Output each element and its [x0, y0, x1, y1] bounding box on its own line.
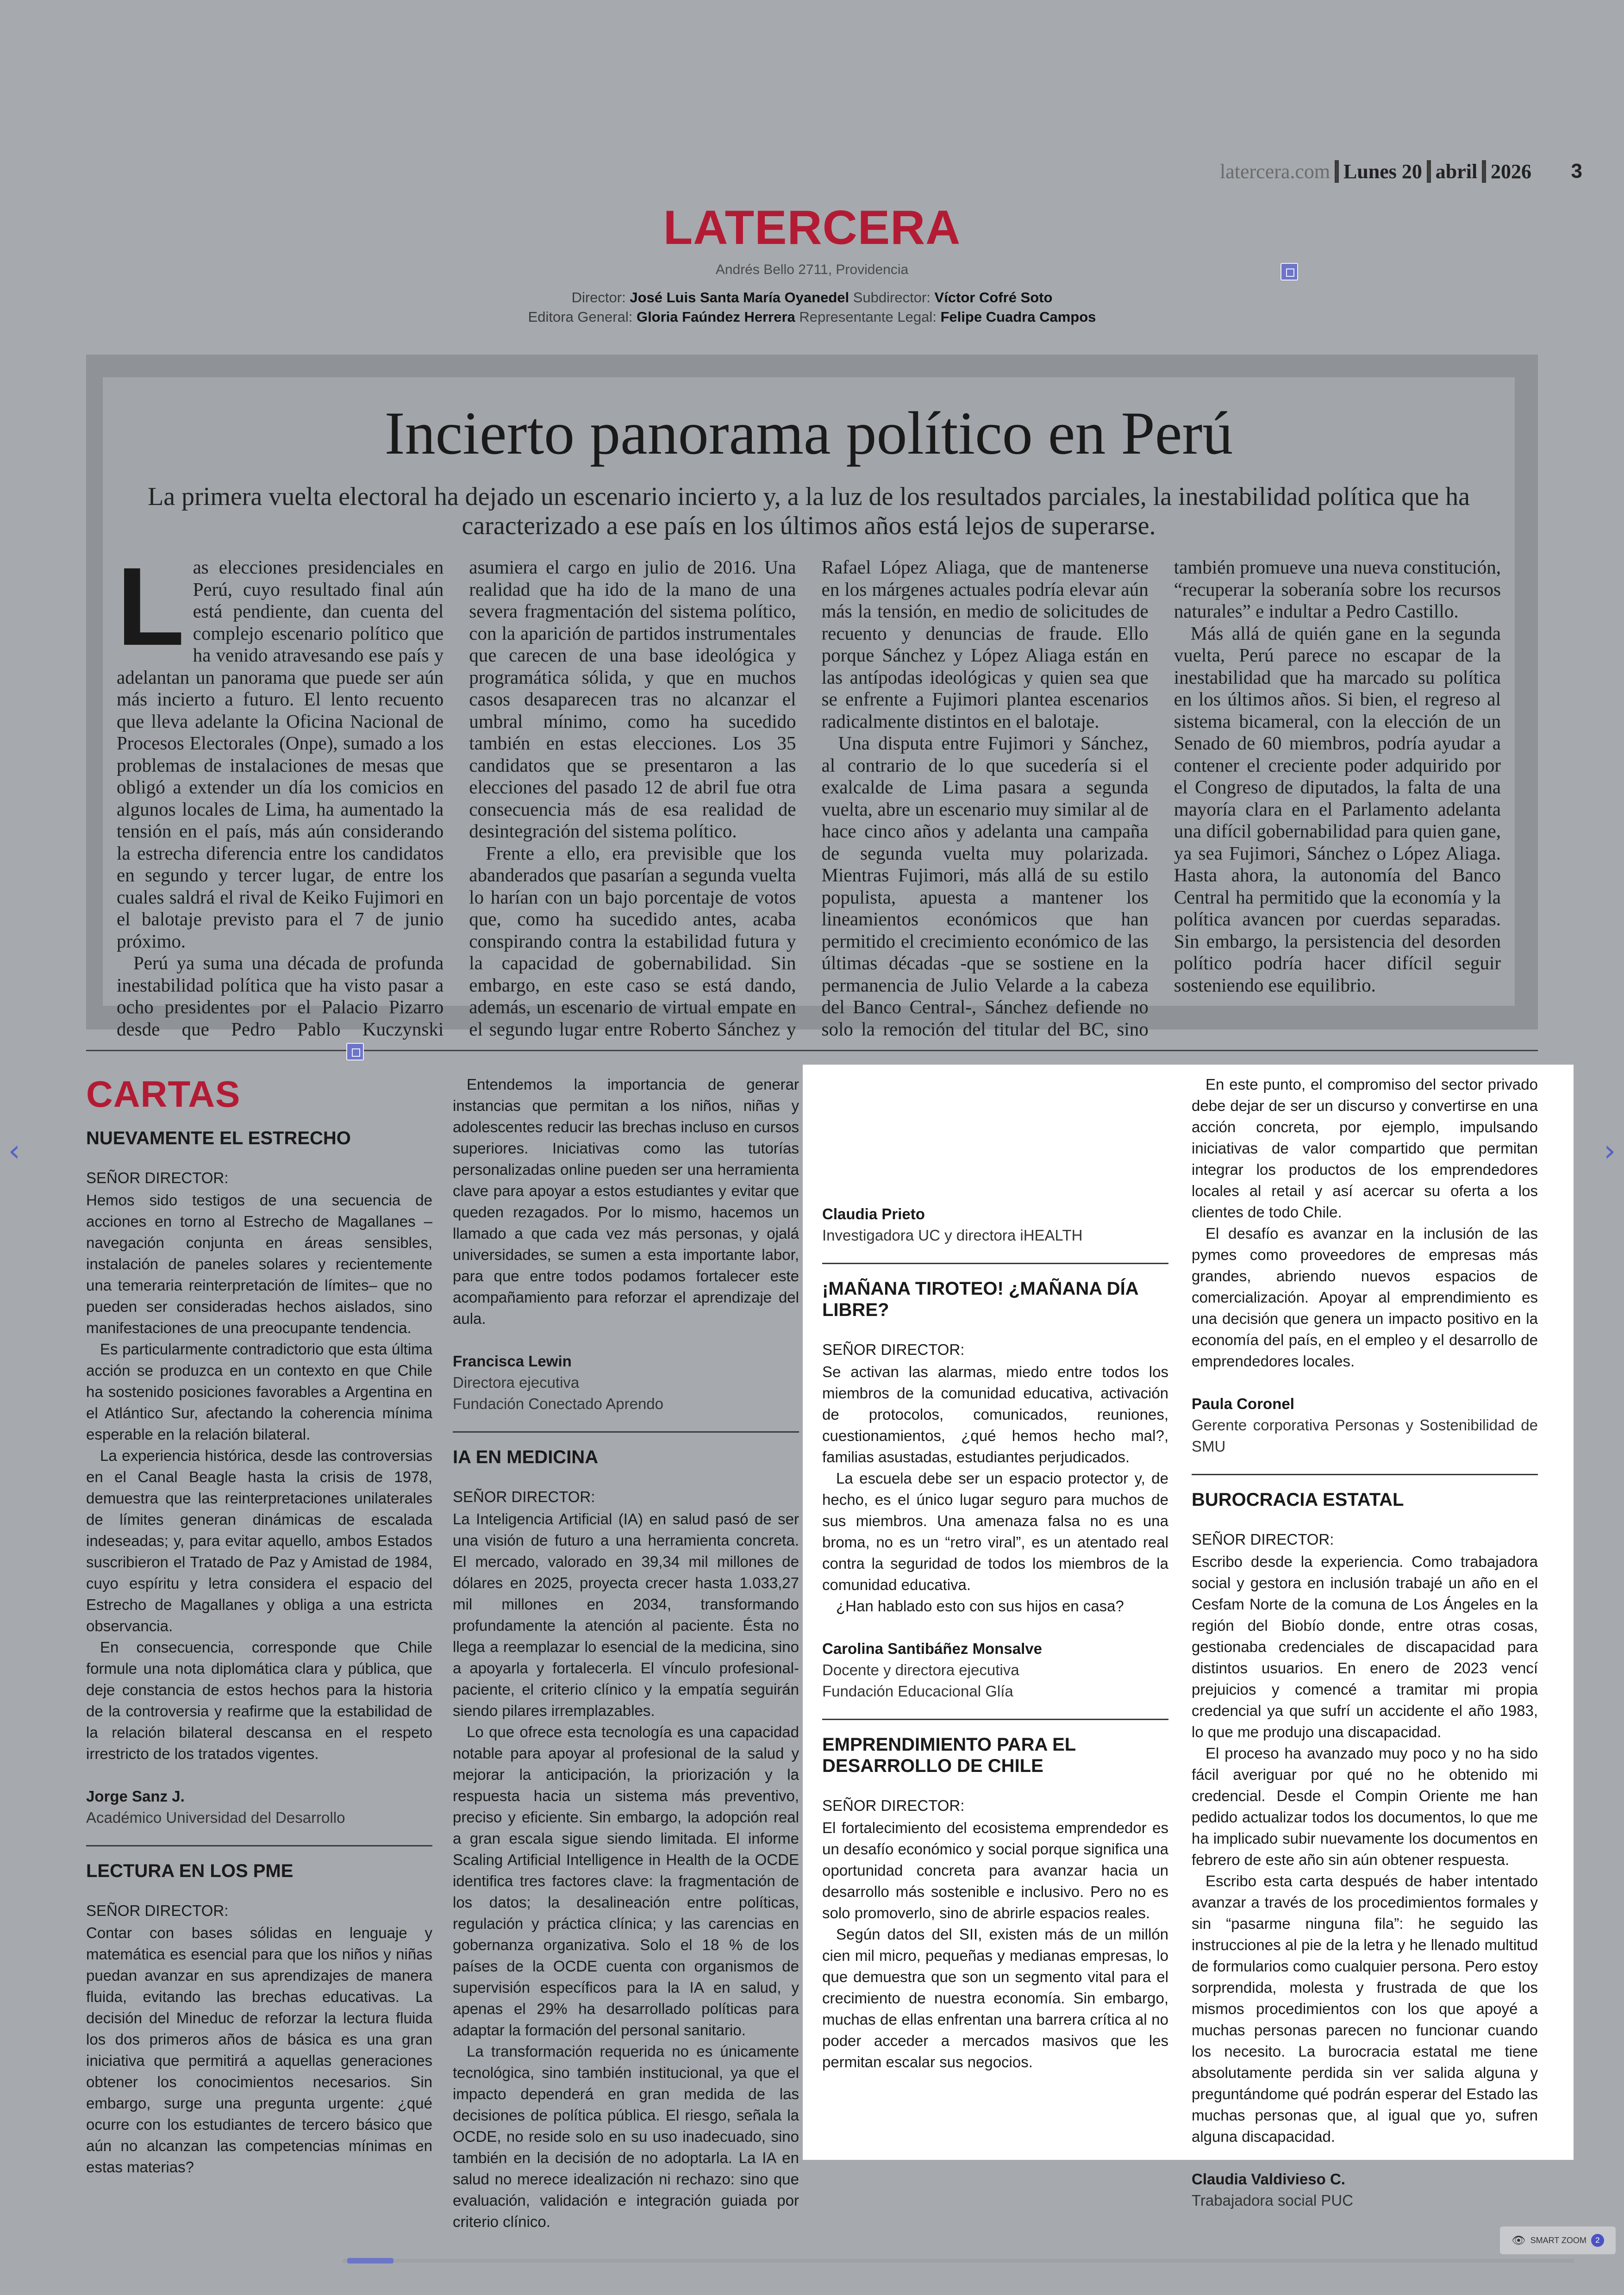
letter-paragraph: Lo que ofrece esta tecnología es una capacidad notable para apoyar al profesional de la salud y mejorar la anticipación, la priorización y la respuesta hacia un sistema más preventivo, preciso y eficiente. Sin embargo, la adopción real a gran escala sigue siendo limitada. El informe Scaling Artificial Intelligence in Health de la OCDE identifica tres factores clave: la fragmentación de los datos; la desalineación entre políticas, regulación y práctica clínica; y las carencias en gobernanza organizativa. Solo el 18 % de los países de la OCDE cuenta con organismos de supervisión específicos para la IA en salud, y apenas el 29% ha desarrollado políticas para adaptar la formación del personal sanitario. — [453, 1723, 799, 2039]
smart-zoom-count: 2 — [1591, 2234, 1604, 2247]
legal-label: Representante Legal: — [799, 309, 937, 325]
letter-paragraph: Entendemos la importancia de generar instancias que permitan a los niños, niñas y adolescentes reducir las brechas incluso en cursos superiores. Iniciativas como las tutorías personalizadas online pueden ser una herramienta clave para apoyar a estos estudiantes y evitar que queden rezagados. Por lo mismo, hacemos un llamado a que cada vez más personas, y ojalá universidades, se sumen a esta importante labor, para que entre todos podamos fortalecer este acompañamiento para reforzar el aprendizaje del aula. — [453, 1076, 799, 1327]
editorial-body — [117, 544, 1501, 1040]
letter-divider — [822, 1719, 1168, 1720]
smart-zoom-label: SMART ZOOM — [1530, 2235, 1587, 2245]
editorial-subtitle: La primera vuelta electoral ha dejado un escenario incierto y, a la luz de los resultados parciales, la inestabilidad política que ha caracterizado a ese país en los últimos años está lejos de superarse. — [148, 482, 1470, 540]
editorial-title: Incierto panorama político en Perú — [384, 399, 1233, 467]
letter-paragraph: En este punto, el compromiso del sector privado debe dejar de ser un discurso y convertirse en una acción concreta, por ejemplo, impulsando iniciativas de valor compartido que permitan integrar los productos de los emprendedores locales al retail y así acercar su oferta a los clientes de todo Chile. — [1192, 1076, 1538, 1221]
letter-paragraph: En consecuencia, corresponde que Chile formule una nota diplomática clara y pública, que deje constancia de estos hechos para la historia de la controversia y reafirme que la estabilidad de la relación bilateral descansa en el respeto irrestricto de los tratados vigentes. — [86, 1639, 432, 1762]
letter-divider — [822, 1263, 1168, 1264]
letter-paragraph: El desafío es avanzar en la inclusión de las pymes como proveedores de empresas más grandes, abriendo nuevos espacios de comercialización. Apoyar al emprendimiento es una decisión que genera un impacto positivo en la economía del país, en el empleo y el desarrollo de emprendedores locales. — [1192, 1225, 1538, 1370]
page-number: 3 — [1571, 160, 1582, 182]
editorial-paragraph: Una disputa entre Fujimori y Sánchez, al contrario de lo que sucedería si el exalcalde de Lima pasara a segunda vuelta, abre un escenario muy similar al de hace cinco años y adelanta una campaña de segunda vuelta muy polarizada. Mientras Fujimori, más allá de su estilo populista, apuesta a mantener los lineamientos económicos que han permitido el crecimiento económico de las últimas décadas -que se sostiene en la permanencia de Julio Velarde a la cabeza del Banco Central-, Sánchez defiende no solo la remoción del titular del BC, sino también promueve una nueva constitución, “recuperar la soberanía sobre los recursos naturales” e indultar a Pedro Castillo. — [821, 556, 1501, 1040]
letter-paragraph: La transformación requerida no es únicamente tecnológica, sino también institucional, ya que el impacto dependerá en gran medida de las decisiones de política pública. El riesgo, señala la OCDE, no reside solo en su uso inadecuado, sino también en la decisión de no adoptarla. La IA en salud no merece idealización ni rechazo: sino que evaluación, validación e integración guiada por criterio clínico. — [453, 2043, 799, 2230]
signature-affiliation: Gerente corporativa Personas y Sostenibilidad de SMU — [1192, 1416, 1538, 1455]
horizontal-scrollbar[interactable] — [343, 2259, 1574, 2263]
letter-title: EMPRENDIMIENTO PARA EL DESARROLLO DE CHILE — [822, 1734, 1076, 1776]
newspaper-logo: LATERCERA — [663, 201, 961, 255]
scrollbar-thumb[interactable] — [347, 2258, 394, 2264]
drop-cap: L — [117, 544, 185, 669]
dateline: latercera.com | Lunes 20 | abril | 2026 — [1220, 160, 1531, 183]
letter-paragraph: Hemos sido testigos de una secuencia de acciones en torno al Estrecho de Magallanes –navegación conjunta en áreas sensibles, instalación de paneles solares y recientemente una temeraria reinterpretación de límites– que no pueden ser consideradas hechos aislados, sino manifestaciones de una preocupante tendencia. — [86, 1191, 432, 1336]
signature-name: Claudia Prieto — [822, 1205, 925, 1222]
letter-paragraph: ¿Han hablado esto con sus hijos en casa? — [836, 1597, 1124, 1615]
letters-column — [453, 1065, 799, 2233]
eye-icon: 👁 — [1512, 2234, 1526, 2247]
letters-section — [86, 1065, 1538, 2230]
signature-affiliation: Investigadora UC y directora iHEALTH — [822, 1227, 1083, 1244]
zoom-region-marker[interactable] — [1280, 263, 1298, 281]
letter-paragraph: Es particularmente contradictorio que esta última acción se produzca en un contexto en que Chile ha sostenido posiciones favorables a Argentina en el Atlántico Sur, afectando la coherencia mínima esperable en la relación bilateral. — [86, 1341, 432, 1443]
signature-affiliation: Trabajadora social PUC — [1192, 2192, 1354, 2209]
letter-title: LECTURA EN LOS PME — [86, 1861, 294, 1881]
salutation: SEÑOR DIRECTOR: — [822, 1341, 965, 1358]
letter-divider — [453, 1431, 799, 1433]
letter-title: ¡MAÑANA TIROTEO! ¿MAÑANA DÍA LIBRE? — [822, 1278, 1138, 1320]
letter-paragraph: Se activan las alarmas, miedo entre todos los miembros de la comunidad educativa, activación de protocolos, comunicados, reuniones, cuestionamientos, ¿qué hemos hecho mal?, familias asustadas, estudiantes perjudicados. — [822, 1363, 1168, 1466]
letter-paragraph: Según datos del SII, existen más de un millón cien mil micro, pequeñas y medianas empresas, lo que demuestra que son un segmento vital para el crecimiento de nuestra economía. Sin embargo, muchas de ellas enfrentan una barrera crítica al no poder acceder a mercados masivos que les permitan escalar sus negocios. — [822, 1926, 1168, 2070]
section-title: CARTAS — [86, 1073, 241, 1115]
letter-paragraph: La escuela debe ser un espacio protector y, de hecho, es el único lugar seguro para muchos de sus miembros. Una amenaza falsa no es una broma, no es un “retro viral”, es un atentado real contra la seguridad de todos los miembros de la comunidad educativa. — [822, 1470, 1168, 1593]
letter-paragraph: El fortalecimiento del ecosistema emprendedor es un desafío económico y social porque significa una oportunidad concreta para avanzar hacia un desarrollo más sostenible e inclusivo. Pero no es solo promoverlo, sino de abrirle espacios reales. — [822, 1819, 1168, 1921]
letter-title: BUROCRACIA ESTATAL — [1192, 1490, 1404, 1510]
letter-paragraph: El proceso ha avanzado muy poco y no ha sido fácil averiguar por qué no he obtenido mi credencial. Desde el Compin Oriente me han pedido actualizar todos los documentos, lo que me ha implicado subir nuevamente los documentos en febrero de este año sin aún obtener respuesta. — [1192, 1745, 1538, 1868]
director-name: José Luis Santa María Oyanedel — [630, 289, 849, 306]
editorial-paragraph: Frente a ello, era previsible que los abanderados que pasarían a segunda vuelta lo harían con un bajo porcentaje de votos que, como ha sucedido antes, acaba conspirando contra la estabilidad futura y la capacidad de gobernabilidad. Sin embargo, en este caso se está dando, además, un escenario de virtual empate en el segundo lugar entre Roberto Sánchez y Rafael López Aliaga, que de mantenerse en los márgenes actuales podría elevar aún más la tensión, en medio de solicitudes de recuento y denuncias de fraude. Ello porque Sánchez y López Aliaga están en las antípodas ideológicas y quien sea que se enfrente a Fujimori plantea escenarios radicalmente distintos en el balotaje. — [469, 556, 1149, 1040]
director-label: Director: — [571, 289, 626, 306]
letter-divider — [86, 1845, 432, 1846]
subdirector-label: Subdirector: — [853, 289, 931, 306]
smart-zoom-button[interactable] — [1500, 2226, 1616, 2254]
site-url: latercera.com — [1220, 160, 1330, 183]
section-divider — [86, 1050, 1538, 1051]
staff-credits — [0, 288, 1624, 327]
signature-role: Docente y directora ejecutiva — [822, 1661, 1019, 1678]
masthead — [0, 201, 1624, 327]
address: Andrés Bello 2711, Providencia — [715, 262, 909, 277]
editor-label: Editora General: — [528, 309, 633, 325]
signature-affiliation: Fundación Educacional Glía — [822, 1683, 1013, 1700]
letter-paragraph: Escribo desde la experiencia. Como trabajadora social y gestora en inclusión trabajé un año en el Cesfam Norte de la comuna de Los Ángeles en la región del Biobío donde, entre otras cosas, gestionaba credenciales de discapacidad para distintos usuarios. En enero de 2023 vencí prejuicios y comencé a tramitar mi propia credencial ya que sufrí un accidente el año 1983, lo que me produjo una discapacidad. — [1192, 1553, 1538, 1740]
chevron-left-icon[interactable]: ‹ — [8, 1134, 20, 1168]
signature-affiliation: Académico Universidad del Desarrollo — [86, 1809, 345, 1826]
date-day: Lunes 20 — [1343, 160, 1422, 183]
letter-title: IA EN MEDICINA — [453, 1447, 599, 1467]
signature-affiliation: Fundación Conectado Aprendo — [453, 1395, 664, 1412]
date-month: abril — [1435, 160, 1478, 183]
letter-paragraph: Contar con bases sólidas en lenguaje y matemática es esencial para que los niños y niñas puedan avanzar en sus aprendizajes de manera fluida, evitando las brechas educativas. La decisión del Mineduc de reforzar la lectura fluida los dos primeros años de básica es una gran iniciativa que permitirá a aquellas generaciones obtener los conocimientos necesarios. Sin embargo, surge una pregunta urgente: ¿qué ocurre con los estudiantes de tercero básico que aún no alcanzan las competencias mínimas en estas materias? — [86, 1924, 432, 2176]
salutation: SEÑOR DIRECTOR: — [86, 1902, 229, 1919]
salutation: SEÑOR DIRECTOR: — [1192, 1531, 1334, 1548]
letters-column — [822, 1065, 1168, 2073]
editorial-paragraph-text: as elecciones presidenciales en Perú, cuyo resultado final aún está pendiente, dan cuenta del complejo escenario político que ha venido atravesando ese país y adelantan un panorama que puede ser aún más incierto a futuro. El lento recuento que lleva adelante la Oficina Nacional de Procesos Electorales (Onpe), sumado a los problemas de instalaciones de mesas que obligó a extender un día los comicios en algunos locales de Lima, ha aumentado la tensión en el país, más aún considerando la estrecha diferencia entre los candidatos en segundo y tercer lugar, de entre los cuales saldrá el rival de Keiko Fujimori en el balotaje previsto para el 7 de junio próximo. — [117, 556, 444, 952]
signature-name: Claudia Valdivieso C. — [1192, 2170, 1345, 2188]
letters-column — [86, 1065, 432, 2178]
signature-name: Paula Coronel — [1192, 1395, 1294, 1412]
signature-name: Carolina Santibáñez Monsalve — [822, 1640, 1042, 1657]
subdirector-name: Víctor Cofré Soto — [934, 289, 1053, 306]
letter-divider — [1192, 1474, 1538, 1475]
chevron-right-icon[interactable]: › — [1604, 1134, 1616, 1168]
zoom-region-marker[interactable] — [346, 1043, 364, 1060]
editorial-paragraph — [117, 544, 444, 952]
editorial-article[interactable] — [103, 377, 1515, 1040]
editorial-paragraph: Perú ya suma una década de profunda inestabilidad política que ha visto pasar a ocho presidentes por el Palacio Pizarro desde que Pedro Pablo Kuczynski asumiera el cargo en julio de 2016. Una realidad que ha ido de la mano de una severa fragmentación del sistema político, con la aparición de partidos instrumentales que carecen de una base ideológica y programática sólida, y que en muchos casos desaparecen tras no alcanzar el umbral mínimo, como ha sucedido también en estas elecciones. Los 35 candidatos que se presentaron a las elecciones del pasado 12 de abril fue otra consecuencia más de esa realidad de desintegración del sistema político. — [117, 556, 796, 1040]
editor-name: Gloria Faúndez Herrera — [636, 309, 795, 325]
salutation: SEÑOR DIRECTOR: — [822, 1797, 965, 1814]
letter-paragraph: Escribo esta carta después de haber intentado avanzar a través de los procedimientos formales y sin “pasarme ninguna fila”: he seguido las instrucciones al pie de la letra y he llenado multitud de formularios como cualquier persona. Pero estoy sorprendida, molesta y frustrada de que los mismos procedimientos con los que apoyé a muchas personas parecen no funcionar cuando los necesito. La burocracia estatal me tiene absolutamente perdida sin ver salida alguna y preguntándome qué podrán esperar del Estado las muchas personas que, al igual que yo, sufren alguna discapacidad. — [1192, 1872, 1538, 2145]
letter-title: NUEVAMENTE EL ESTRECHO — [86, 1128, 351, 1148]
legal-name: Felipe Cuadra Campos — [940, 309, 1096, 325]
editorial-paragraph: Más allá de quién gane en la segunda vuelta, Perú parece no escapar de la inestabilidad que ha marcado su política en los últimos años. Si bien, el regreso al sistema bicameral, con la elección de un Senado de 60 miembros, podría ayudar a contener el creciente poder adquirido por el Congreso de diputados, la falta de una mayoría clara en el Parlamento adelanta una difícil gobernabilidad para quien gane, ya sea Fujimori, Sánchez o López Aliaga. Hasta ahora, la autonomía del Banco Central ha permitido que la economía y la política avancen por cuerdas separadas. Sin embargo, la persistencia del desorden político podría hacer difícil seguir sosteniendo ese equilibrio. — [1174, 622, 1501, 996]
salutation: SEÑOR DIRECTOR: — [86, 1169, 229, 1186]
letter-paragraph: La experiencia histórica, desde las controversias en el Canal Beagle hasta la crisis de 1978, demuestra que las reinterpretaciones unilaterales de límites generan dinámicas de escalada indeseadas; y, para evitar aquello, ambos Estados suscribieron el Tratado de Paz y Amistad de 1984, cuyo espíritu y letra considera el espacio del Estrecho de Magallanes y obliga a una estricta observancia. — [86, 1447, 432, 1634]
salutation: SEÑOR DIRECTOR: — [453, 1488, 595, 1505]
signature-name: Jorge Sanz J. — [86, 1788, 185, 1805]
letters-column — [1192, 1065, 1538, 2211]
letter-paragraph: La Inteligencia Artificial (IA) en salud pasó de ser una visión de futuro a una herramienta concreta. El mercado, valorado en 39,34 mil millones de dólares en 2025, proyecta crecer hasta 1.033,27 mil millones en 2034, transformando profundamente la atención al paciente. Ésta no llega a reemplazar lo esencial de la medicina, sino a apoyarla y fortalecerla. El vínculo profesional-paciente, el criterio clínico y la empatía seguirán siendo pilares irremplazables. — [453, 1510, 799, 1719]
signature-name: Francisca Lewin — [453, 1353, 572, 1370]
signature-role: Directora ejecutiva — [453, 1374, 580, 1391]
date-year: 2026 — [1491, 160, 1531, 183]
